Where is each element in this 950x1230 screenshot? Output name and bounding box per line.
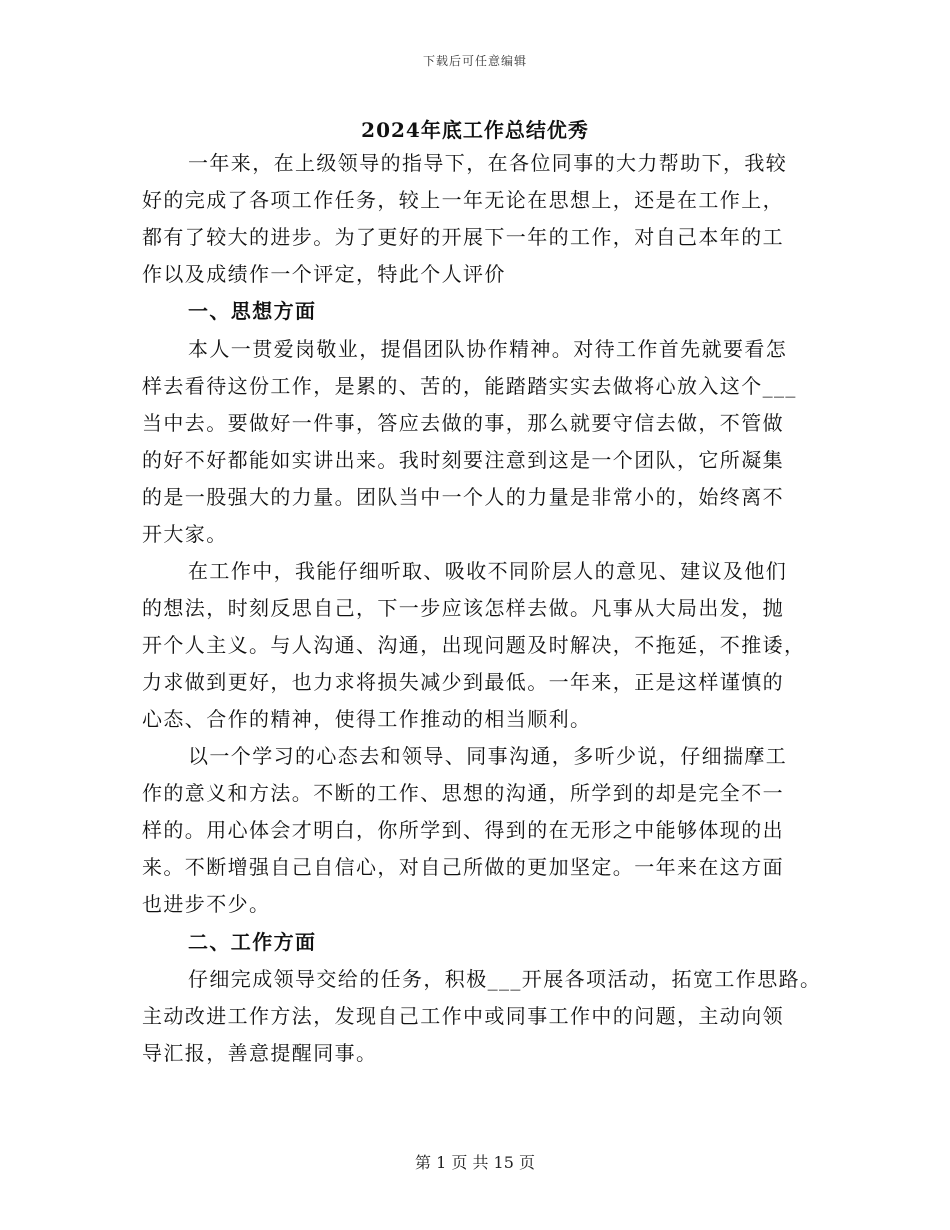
body-line: 当中去。要做好一件事，答应去做的事，那么就要守信去做，不管做 — [142, 411, 784, 435]
body-line: 都有了较大的进步。为了更好的开展下一年的工作，对自己本年的工 — [142, 225, 784, 249]
body-line: 仔细完成领导交给的任务，积极___开展各项活动，拓宽工作思路。 — [188, 967, 822, 991]
body-line: 开个人主义。与人沟通、沟通，出现问题及时解决，不拖延，不推诿， — [142, 633, 806, 657]
page-header-note: 下载后可任意编辑 — [422, 54, 527, 68]
body-line: 主动改进工作方法，发现自己工作中或同事工作中的问题，主动向领 — [142, 1004, 784, 1028]
body-line: 在工作中，我能仔细听取、吸收不同阶层人的意见、建议及他们 — [188, 559, 788, 583]
body-line: 开大家。 — [142, 522, 228, 546]
body-line: 心态、合作的精神，使得工作推动的相当顺利。 — [142, 707, 592, 731]
body-line: 来。不断增强自己自信心，对自己所做的更加坚定。一年来在这方面 — [142, 855, 784, 879]
page-number-footer: 第 1 页 共 15 页 — [415, 1153, 535, 1172]
body-line: 导汇报，善意提醒同事。 — [142, 1041, 378, 1065]
body-line: 一年来，在上级领导的指导下，在各位同事的大力帮助下，我较 — [188, 151, 788, 175]
body-line: 的想法，时刻反思自己，下一步应该怎样去做。凡事从大局出发，抛 — [142, 596, 784, 620]
body-line: 以一个学习的心态去和领导、同事沟通，多听少说，仔细揣摩工 — [188, 744, 788, 768]
body-line: 本人一贯爱岗敬业，提倡团队协作精神。对待工作首先就要看怎 — [188, 337, 788, 361]
body-line: 作以及成绩作一个评定，特此个人评价 — [142, 262, 506, 286]
body-line: 样的。用心体会才明白，你所学到、得到的在无形之中能够体现的出 — [142, 818, 784, 842]
document-title: 2024年底工作总结优秀 — [361, 118, 589, 142]
body-line: 作的意义和方法。不断的工作、思想的沟通，所学到的却是完全不一 — [142, 781, 784, 805]
body-line: 也进步不少。 — [142, 892, 271, 916]
body-line: 的好不好都能如实讲出来。我时刻要注意到这是一个团队，它所凝集 — [142, 448, 784, 472]
body-line: 的是一股强大的力量。团队当中一个人的力量是非常小的，始终离不 — [142, 485, 784, 509]
body-line: 力求做到更好，也力求将损失减少到最低。一年来，正是这样谨慎的 — [142, 670, 784, 694]
body-line: 样去看待这份工作，是累的、苦的，能踏踏实实去做将心放入这个___ — [142, 374, 797, 398]
section-heading: 二、工作方面 — [188, 930, 317, 954]
section-heading: 一、思想方面 — [188, 299, 317, 323]
body-line: 好的完成了各项工作任务，较上一年无论在思想上，还是在工作上， — [142, 188, 784, 212]
